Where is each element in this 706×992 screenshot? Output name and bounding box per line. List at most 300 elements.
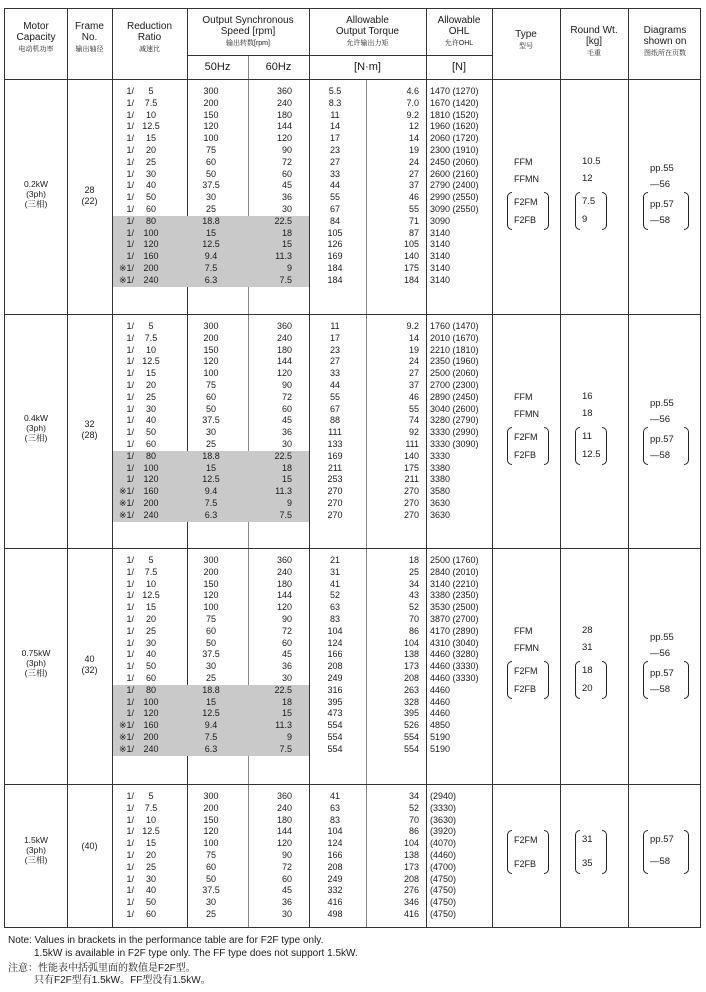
torque-60hz: 55 (408, 403, 419, 414)
speed-60hz: 72 (281, 861, 292, 872)
ohl-value: 3380 (430, 462, 451, 473)
motor-capacity: 0.4kW (3ph) (三相) (23, 413, 49, 443)
column-divider-torque (366, 79, 367, 927)
torque-60hz: 138 (403, 850, 419, 860)
diagram-page: pp.57 (650, 434, 674, 445)
bracket-left (643, 661, 648, 699)
torque-50hz: 253 (327, 474, 343, 485)
speed-60hz: 72 (281, 156, 292, 167)
speed-50hz: 25 (205, 204, 216, 214)
torque-60hz: 27 (408, 168, 419, 179)
ohl-value: 3630 (430, 509, 451, 520)
ratio-prefix: 1/ (126, 602, 134, 613)
speed-50hz: 50 (205, 637, 216, 648)
speed-60hz: 36 (281, 897, 292, 908)
type-label: FFMN (514, 643, 539, 653)
weight-value: 28 (582, 625, 593, 636)
speed-60hz: 144 (276, 590, 292, 601)
header-output-speed-cn-label: 输出转数[rpm] (226, 40, 270, 47)
header-motor-capacity-cn-label: 电动机功率 (18, 46, 54, 53)
speed-50hz: 6.3 (204, 743, 218, 754)
ratio-prefix: 1/ (126, 637, 134, 648)
bracket-left (507, 830, 512, 874)
ratio-value: 40 (145, 180, 156, 191)
torque-60hz: 416 (403, 909, 419, 919)
torque-50hz: 67 (329, 204, 340, 214)
ratio-value: 30 (145, 873, 156, 884)
header-torque-unit: [N·m] (354, 61, 381, 73)
ratio-value: 120 (143, 239, 159, 250)
torque-50hz: 270 (327, 509, 343, 520)
type-label: FFMN (514, 174, 539, 184)
weight-value: 10.5 (582, 156, 601, 167)
ratio-prefix: 1/ (126, 850, 134, 860)
ratio-value: 20 (145, 145, 156, 155)
note-line-4: 只有F2F型有1.5kW。FF型没有1.5kW。 (34, 975, 211, 986)
speed-50hz: 50 (205, 403, 216, 414)
header-weight (560, 25, 628, 58)
torque-50hz: 395 (327, 696, 343, 707)
torque-60hz: 104 (403, 637, 419, 648)
bracket-left (575, 427, 580, 465)
speed-60hz: 36 (281, 192, 292, 203)
ratio-value: 5 (148, 321, 154, 331)
ratio-prefix: 1/ (126, 625, 134, 636)
torque-60hz: 34 (408, 578, 419, 589)
weight-value: 12 (582, 173, 593, 184)
torque-50hz: 249 (327, 673, 343, 683)
speed-60hz: 22.5 (274, 215, 292, 226)
torque-50hz: 166 (327, 649, 343, 660)
ratio-value: 10 (145, 814, 156, 825)
frame-no: (40) (81, 840, 98, 851)
speed-60hz: 45 (281, 885, 292, 896)
speed-60hz: 30 (281, 673, 292, 683)
speed-50hz: 60 (205, 861, 216, 872)
torque-60hz: 52 (408, 802, 419, 813)
ratio-prefix: ※1/ (118, 720, 134, 731)
speed-60hz: 240 (276, 566, 292, 577)
torque-60hz: 7.0 (406, 97, 419, 108)
ohl-value: 3530 (2500) (430, 602, 479, 613)
ratio-prefix: 1/ (126, 450, 134, 461)
ratio-prefix: 1/ (126, 380, 134, 390)
torque-50hz: 63 (329, 602, 340, 613)
speed-50hz: 75 (205, 850, 216, 860)
ratio-prefix: ※1/ (118, 509, 134, 520)
speed-50hz: 18.8 (202, 684, 220, 695)
ohl-value: 2500 (1760) (430, 555, 479, 565)
speed-60hz: 72 (281, 391, 292, 402)
ohl-value: 4460 (3330) (430, 661, 479, 672)
speed-50hz: 150 (203, 109, 219, 120)
torque-60hz: 74 (408, 415, 419, 426)
bracket-left (643, 427, 648, 465)
speed-60hz: 11.3 (275, 720, 292, 731)
speed-50hz: 30 (205, 897, 216, 908)
speed-60hz: 120 (276, 838, 292, 849)
torque-50hz: 211 (327, 462, 343, 473)
speed-50hz: 100 (203, 602, 219, 613)
ratio-prefix: 1/ (126, 121, 134, 132)
speed-50hz: 7.5 (204, 263, 218, 273)
type-label: FFM (514, 392, 533, 402)
column-divider (67, 9, 68, 927)
torque-60hz: 554 (403, 743, 419, 754)
torque-60hz: 554 (403, 732, 419, 742)
header-frame-no-label: Frame No. (75, 21, 104, 43)
speed-60hz: 240 (276, 332, 292, 343)
torque-60hz: 208 (403, 873, 419, 884)
ratio-value: 240 (143, 743, 159, 754)
speed-60hz: 30 (281, 439, 292, 449)
ohl-value: (4750) (430, 897, 457, 908)
ratio-value: 5 (148, 86, 154, 96)
speed-60hz: 45 (281, 180, 292, 191)
torque-50hz: 124 (327, 838, 343, 849)
torque-50hz: 208 (327, 861, 343, 872)
ratio-value: 160 (143, 720, 159, 731)
ratio-prefix: 1/ (126, 708, 134, 719)
ratio-prefix: 1/ (126, 873, 134, 884)
type-label: F2FB (514, 859, 537, 869)
speed-60hz: 360 (276, 86, 292, 96)
ohl-value: 2790 (2400) (430, 180, 479, 191)
speed-60hz: 72 (281, 625, 292, 636)
speed-60hz: 7.5 (279, 274, 292, 285)
type-label: FFM (514, 626, 533, 636)
speed-50hz: 12.5 (202, 708, 220, 719)
header-motor-capacity-label: Motor Capacity (16, 21, 56, 43)
torque-50hz: 41 (329, 791, 340, 801)
header-ohl-cn-label: 允许OHL (444, 40, 474, 47)
ohl-value: 3630 (430, 498, 451, 508)
torque-60hz: 9.2 (406, 321, 419, 331)
ratio-value: 12.5 (142, 826, 160, 837)
ratio-prefix: 1/ (126, 909, 134, 919)
frame-no: 28 (22) (81, 184, 98, 206)
header-type-cn-label: 型号 (519, 43, 533, 50)
column-divider (492, 9, 493, 927)
bracket-right (602, 661, 607, 699)
ratio-value: 15 (145, 133, 156, 144)
bracket-right (684, 830, 689, 874)
speed-60hz: 45 (281, 649, 292, 660)
torque-50hz: 63 (329, 802, 340, 813)
speed-60hz: 144 (276, 826, 292, 837)
ratio-prefix: 1/ (126, 227, 134, 238)
weight-value: 16 (582, 391, 593, 402)
speed-60hz: 60 (281, 873, 292, 884)
torque-60hz: 27 (408, 368, 419, 379)
ratio-prefix: 1/ (126, 696, 134, 707)
ratio-prefix: 1/ (126, 462, 134, 473)
torque-60hz: 175 (403, 263, 419, 273)
ratio-value: 50 (145, 661, 156, 672)
torque-50hz: 83 (329, 814, 340, 825)
torque-60hz: 4.6 (406, 86, 419, 96)
header-divider (5, 79, 700, 80)
torque-50hz: 332 (327, 885, 343, 896)
ratio-value: 7.5 (144, 566, 158, 577)
ohl-value: 4850 (430, 720, 451, 731)
bracket-right (602, 192, 607, 230)
ratio-prefix: 1/ (126, 215, 134, 226)
bracket-right (544, 192, 549, 230)
speed-50hz: 75 (205, 145, 216, 155)
torque-60hz: 24 (408, 356, 419, 367)
torque-50hz: 554 (327, 720, 343, 731)
torque-50hz: 83 (329, 614, 340, 624)
ohl-value: 4170 (2890) (430, 625, 479, 636)
speed-50hz: 18.8 (202, 215, 220, 226)
ratio-prefix: ※1/ (118, 486, 134, 497)
speed-60hz: 11.3 (275, 486, 292, 497)
ohl-value: 3140 (2210) (430, 578, 479, 589)
torque-60hz: 140 (403, 251, 419, 262)
torque-50hz: 55 (329, 391, 340, 402)
column-divider (560, 9, 561, 927)
ohl-value: (4750) (430, 885, 457, 896)
ohl-value: 4460 (3280) (430, 649, 479, 660)
ohl-value: 2600 (2160) (430, 168, 479, 179)
ohl-value: 2500 (2060) (430, 368, 479, 379)
weight-value: 18 (582, 665, 593, 676)
speed-50hz: 50 (205, 168, 216, 179)
torque-50hz: 27 (329, 356, 340, 367)
ratio-prefix: 1/ (126, 802, 134, 813)
torque-50hz: 21 (329, 555, 340, 565)
ohl-value: 2450 (2060) (430, 156, 479, 167)
speed-50hz: 150 (203, 578, 219, 589)
ohl-value: 1760 (1470) (430, 321, 479, 331)
ratio-prefix: 1/ (126, 332, 134, 343)
speed-60hz: 22.5 (274, 684, 292, 695)
ohl-value: 3140 (430, 239, 451, 250)
diagram-page: pp.55 (650, 163, 674, 174)
speed-50hz: 300 (203, 555, 219, 565)
speed-60hz: 7.5 (279, 743, 292, 754)
header-diagrams-cn-label: 图纸所在页数 (644, 50, 686, 57)
ratio-prefix: 1/ (126, 684, 134, 695)
speed-50hz: 60 (205, 156, 216, 167)
torque-50hz: 208 (327, 661, 343, 672)
header-reduction-ratio-label: Reduction Ratio (126, 21, 173, 43)
bracket-right (602, 830, 607, 874)
ratio-value: 60 (145, 204, 156, 214)
ratio-prefix: 1/ (126, 145, 134, 155)
ratio-value: 5 (148, 791, 154, 801)
torque-50hz: 17 (329, 332, 340, 343)
type-label: F2FM (514, 666, 538, 676)
ratio-value: 160 (143, 251, 159, 262)
ohl-value: 1470 (1270) (430, 86, 479, 96)
torque-60hz: 70 (408, 614, 419, 624)
ratio-value: 40 (145, 649, 156, 660)
torque-50hz: 184 (327, 274, 343, 285)
header-type-label: Type (515, 29, 537, 40)
section-divider (5, 548, 700, 549)
speed-50hz: 100 (203, 368, 219, 379)
ratio-prefix: 1/ (126, 86, 134, 96)
weight-value: 20 (582, 683, 593, 694)
section-divider (5, 784, 700, 785)
bracket-right (544, 830, 549, 874)
torque-50hz: 105 (327, 227, 343, 238)
torque-50hz: 166 (327, 850, 343, 860)
ohl-value: 4460 (430, 696, 451, 707)
torque-60hz: 173 (403, 861, 419, 872)
diagram-page: pp.57 (650, 834, 674, 845)
header-output-torque-cn-label: 允许输出力矩 (346, 40, 389, 47)
motor-capacity: 1.5kW (3ph) (三相) (23, 834, 49, 865)
ratio-value: 100 (143, 462, 159, 473)
torque-50hz: 11 (330, 109, 340, 120)
ratio-prefix: ※1/ (118, 743, 134, 754)
bracket-left (643, 192, 648, 230)
ratio-value: 12.5 (142, 121, 160, 132)
ratio-prefix: ※1/ (118, 498, 134, 508)
ratio-prefix: ※1/ (118, 274, 134, 285)
speed-50hz: 120 (203, 121, 219, 132)
subheader-divider (187, 55, 492, 56)
column-divider (426, 9, 427, 927)
ratio-value: 40 (145, 415, 156, 426)
speed-50hz: 60 (205, 625, 216, 636)
diagram-page: —56 (650, 648, 671, 659)
type-label: F2FM (514, 432, 538, 442)
weight-value: 9 (582, 214, 588, 225)
speed-60hz: 90 (281, 380, 292, 390)
ratio-prefix: 1/ (126, 791, 134, 801)
weight-value: 31 (582, 834, 593, 845)
speed-50hz: 15 (205, 227, 216, 238)
speed-60hz: 240 (276, 802, 292, 813)
ratio-prefix: 1/ (126, 239, 134, 250)
torque-50hz: 554 (327, 743, 343, 754)
diagram-page: —56 (650, 179, 671, 190)
bracket-right (544, 427, 549, 465)
speed-50hz: 60 (205, 391, 216, 402)
torque-60hz: 19 (408, 145, 419, 155)
ratio-prefix: 1/ (126, 251, 134, 262)
speed-50hz: 50 (205, 873, 216, 884)
ratio-value: 20 (145, 850, 156, 860)
bracket-right (684, 661, 689, 699)
speed-50hz: 7.5 (204, 732, 218, 742)
ratio-value: 25 (145, 156, 156, 167)
speed-50hz: 9.4 (204, 251, 218, 262)
speed-50hz: 6.3 (204, 274, 218, 285)
ratio-prefix: 1/ (126, 474, 134, 485)
bracket-left (575, 830, 580, 874)
ratio-value: 60 (145, 673, 156, 683)
speed-50hz: 200 (203, 802, 219, 813)
torque-50hz: 41 (329, 578, 340, 589)
torque-50hz: 52 (329, 590, 340, 601)
torque-50hz: 31 (329, 566, 340, 577)
weight-value: 18 (582, 408, 593, 419)
torque-50hz: 27 (329, 156, 340, 167)
torque-50hz: 169 (327, 450, 343, 461)
ohl-value: 2060 (1720) (430, 133, 479, 144)
ratio-prefix: 1/ (126, 356, 134, 367)
speed-50hz: 12.5 (202, 239, 220, 250)
ohl-value: (3920) (430, 826, 457, 837)
torque-50hz: 270 (327, 486, 343, 497)
ratio-value: 10 (145, 578, 156, 589)
ratio-prefix: 1/ (126, 344, 134, 355)
torque-60hz: 270 (403, 486, 419, 497)
diagram-page: —58 (650, 684, 671, 695)
ohl-value: 2210 (1810) (430, 344, 479, 355)
ohl-value: (4700) (430, 861, 457, 872)
torque-50hz: 126 (327, 239, 343, 250)
ratio-value: 240 (143, 509, 159, 520)
diagram-page: —56 (650, 414, 671, 425)
speed-60hz: 60 (281, 168, 292, 179)
ratio-value: 60 (145, 439, 156, 449)
ratio-prefix: 1/ (126, 814, 134, 825)
speed-60hz: 18 (281, 696, 292, 707)
torque-50hz: 84 (329, 215, 340, 226)
torque-50hz: 111 (328, 427, 342, 438)
speed-60hz: 18 (281, 462, 292, 473)
torque-60hz: 71 (408, 215, 419, 226)
diagram-page: —58 (650, 450, 671, 461)
torque-50hz: 23 (329, 344, 340, 355)
speed-50hz: 7.5 (204, 498, 218, 508)
diagram-page: pp.55 (650, 632, 674, 643)
note-line-3: 注意：性能表中括弧里面的数值是F2F型。 (8, 963, 196, 974)
type-label: F2FB (514, 215, 537, 225)
speed-50hz: 120 (203, 590, 219, 601)
speed-60hz: 36 (281, 427, 292, 438)
ratio-prefix: 1/ (126, 897, 134, 908)
torque-60hz: 37 (408, 380, 419, 390)
ratio-prefix: 1/ (126, 156, 134, 167)
diagram-page: pp.57 (650, 668, 674, 679)
torque-60hz: 86 (408, 625, 419, 636)
ratio-prefix: 1/ (126, 321, 134, 331)
ratio-prefix: 1/ (126, 192, 134, 203)
ohl-value: 3380 (2350) (430, 590, 479, 601)
torque-60hz: 184 (403, 274, 419, 285)
ohl-value: 2990 (2550) (430, 192, 479, 203)
torque-50hz: 124 (327, 637, 343, 648)
speed-60hz: 90 (281, 145, 292, 155)
bracket-right (544, 661, 549, 699)
torque-60hz: 52 (408, 602, 419, 613)
ratio-value: 30 (145, 637, 156, 648)
note-line-1: Note: Values in brackets in the performance table are for F2F type only. (8, 935, 324, 946)
speed-50hz: 75 (205, 380, 216, 390)
ratio-value: 200 (143, 263, 159, 273)
speed-60hz: 360 (276, 321, 292, 331)
torque-50hz: 88 (329, 415, 340, 426)
header-output-speed-label: Output Synchronous Speed [rpm] (202, 15, 294, 37)
diagram-page: —58 (650, 215, 671, 226)
ratio-prefix: 1/ (126, 566, 134, 577)
speed-60hz: 9 (286, 263, 292, 273)
ratio-value: 25 (145, 625, 156, 636)
ohl-value: 4460 (430, 684, 451, 695)
speed-50hz: 30 (205, 661, 216, 672)
ratio-prefix: 1/ (126, 649, 134, 660)
ratio-prefix: 1/ (126, 826, 134, 837)
ohl-value: 3330 (430, 450, 451, 461)
torque-60hz: 46 (408, 391, 419, 402)
